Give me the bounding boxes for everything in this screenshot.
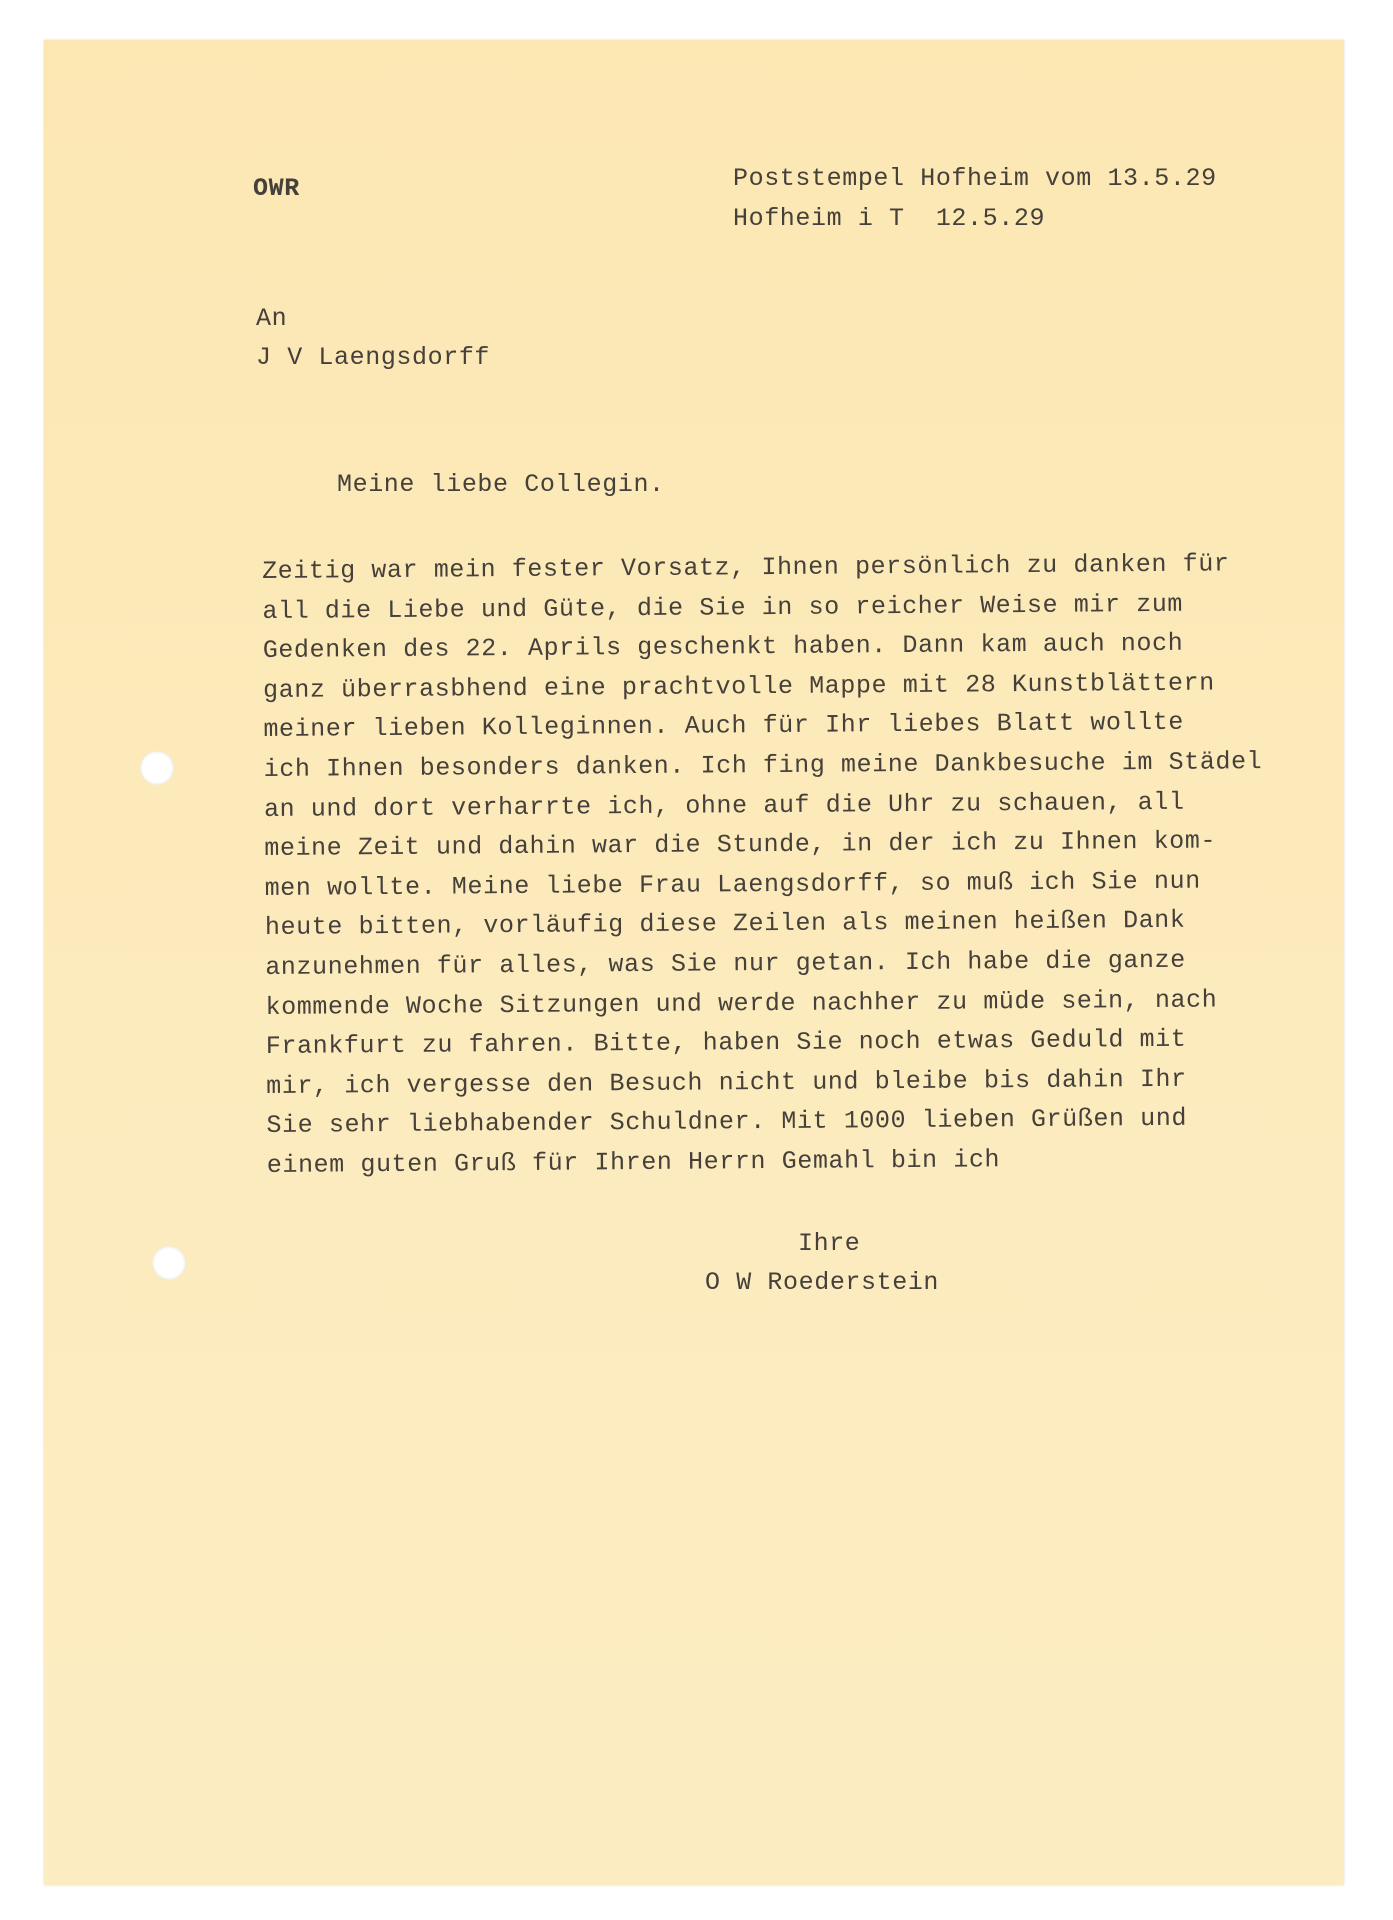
signature: O W Roederstein <box>705 1268 940 1297</box>
body-line: Frankfurt zu fahren. Bitte, haben Sie noch etwas Geduld mit <box>265 1024 1187 1062</box>
body-line: einem guten Gruß für Ihren Herrn Gemahl bin ich <box>266 1145 1001 1180</box>
body-line: all die Liebe und Güte, die Sie in so reicher Weise mir zum <box>262 589 1184 626</box>
punch-hole <box>152 1246 186 1280</box>
body-line: anzunehmen für alles, was Sie nur getan. Ich habe die ganze <box>265 945 1186 982</box>
body-line: heute bitten, vorläufig diese Zeilen als meinen heißen Dank <box>264 906 1186 943</box>
body-line: an und dort verharrte ich, ohne auf die Uhr zu schauen, all <box>263 787 1185 824</box>
body-line: meine Zeit und dahin war die Stunde, in der ich zu Ihnen kom- <box>264 826 1217 864</box>
sender-initials: OWR <box>253 174 300 203</box>
body-line: Zeitig war mein fester Vorsatz, Ihnen persönlich zu danken für <box>262 549 1230 586</box>
body-line: meiner lieben Kolleginnen. Auch für Ihr liebes Blatt wollte <box>263 708 1185 745</box>
body-line: men wollte. Meine liebe Frau Laengsdorff, so muß ich Sie nun <box>264 866 1201 903</box>
body-line: kommende Woche Sitzungen und werde nachher zu müde sein, nach <box>265 985 1218 1022</box>
closing: Ihre <box>798 1229 861 1258</box>
recipient-name: J V Laengsdorff <box>256 343 491 372</box>
body-line: Sie sehr liebhabender Schuldner. Mit 1000 lieben Grüßen und <box>266 1104 1188 1141</box>
letter-body <box>262 544 1266 1185</box>
punch-hole <box>140 751 174 785</box>
body-line: Gedenken des 22. Aprils geschenkt haben. Dann kam auch noch <box>262 628 1184 666</box>
body-line: mir, ich vergesse den Besuch nicht und bleibe bis dahin Ihr <box>266 1064 1187 1101</box>
recipient-label: An <box>256 304 288 333</box>
postmark-line: Poststempel Hofheim vom 13.5.29 <box>733 164 1217 193</box>
salutation: Meine liebe Collegin. <box>337 470 665 499</box>
place-date-line: Hofheim i T 12.5.29 <box>733 204 1046 233</box>
body-line: ganz überrasbhend eine prachtvolle Mappe mit 28 Kunstblättern <box>262 668 1215 705</box>
body-line: ich Ihnen besonders danken. Ich fing meine Dankbesuche im Städel <box>263 747 1263 784</box>
